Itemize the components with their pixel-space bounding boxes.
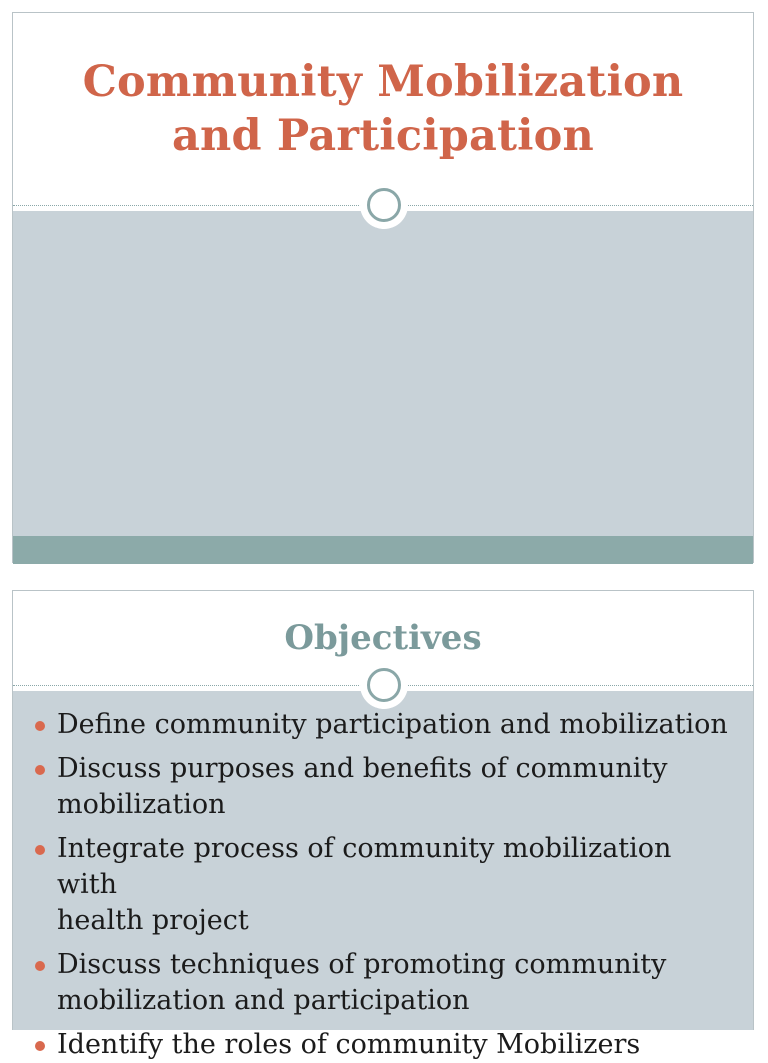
bullet-icon bbox=[35, 961, 45, 971]
title-slide bbox=[12, 12, 754, 563]
list-item-text: Discuss techniques of promoting community bbox=[57, 949, 667, 980]
circle-ornament-icon bbox=[360, 661, 408, 709]
ring-icon bbox=[367, 188, 401, 222]
objectives-list bbox=[13, 691, 753, 1063]
bullet-icon bbox=[35, 721, 45, 731]
list-item bbox=[35, 947, 733, 1019]
slide-body bbox=[13, 211, 753, 536]
list-item bbox=[35, 831, 733, 939]
list-item-text: Integrate process of community mobilization with bbox=[57, 833, 672, 900]
footer-band bbox=[13, 536, 753, 564]
list-item-text: Discuss purposes and benefits of community bbox=[57, 753, 668, 784]
section-title: Objectives bbox=[284, 618, 482, 658]
list-item bbox=[35, 751, 733, 823]
slide-title-line-1: Community Mobilization bbox=[82, 57, 684, 107]
ring-icon bbox=[367, 668, 401, 702]
list-item-text: Identify the roles of community Mobilizers bbox=[57, 1029, 641, 1060]
bullet-icon bbox=[35, 765, 45, 775]
slide-body bbox=[13, 691, 753, 1060]
list-item-text-continued: mobilization bbox=[57, 789, 226, 820]
title-area bbox=[13, 13, 753, 205]
list-item-text-continued: mobilization and participation bbox=[57, 985, 470, 1016]
list-item-text: Define community participation and mobilization bbox=[57, 709, 728, 740]
slide-title-line-2: and Participation bbox=[171, 111, 595, 161]
circle-ornament-icon bbox=[360, 181, 408, 229]
bullet-icon bbox=[35, 1041, 45, 1051]
list-item bbox=[35, 707, 733, 743]
bullet-icon bbox=[35, 845, 45, 855]
objectives-slide bbox=[12, 590, 754, 1060]
list-item-text-continued: health project bbox=[57, 905, 249, 936]
slide-title bbox=[83, 55, 684, 163]
list-item bbox=[35, 1027, 733, 1063]
